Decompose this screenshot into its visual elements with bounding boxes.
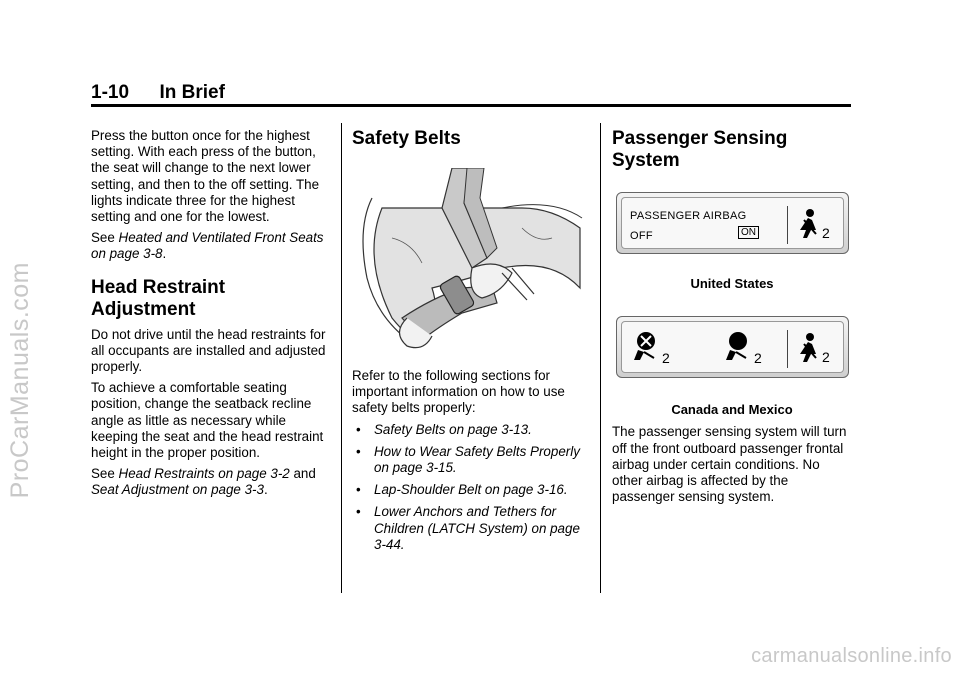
list-item-text: Lap-Shoulder Belt on page 3-16. bbox=[374, 482, 568, 498]
us-airbag-status-panel bbox=[616, 192, 849, 254]
passenger-sensing-paragraph: The passenger sensing system will turn off the front outboard passenger frontal airbag under certain conditions. No other airbag is affected by the passenger sensing system. bbox=[612, 424, 847, 505]
seated-passenger-icon bbox=[796, 332, 822, 364]
occupant-number-label: 2 bbox=[754, 350, 763, 367]
page-header bbox=[91, 82, 851, 104]
panel-separator bbox=[787, 206, 788, 244]
head-restraint-heading: Head Restraint Adjustment bbox=[91, 276, 226, 320]
list-item[interactable] bbox=[352, 444, 592, 476]
on-indicator: ON bbox=[738, 226, 759, 239]
page-number: 1-10 bbox=[91, 82, 130, 103]
passenger-airbag-label: PASSENGER AIRBAG bbox=[630, 210, 747, 222]
list-item[interactable] bbox=[352, 422, 592, 438]
header-rule bbox=[91, 104, 851, 107]
seated-passenger-icon bbox=[796, 208, 822, 240]
canada-mexico-airbag-status-panel bbox=[616, 316, 849, 378]
ca-panel-face bbox=[621, 321, 844, 373]
see-heated-seats bbox=[91, 230, 331, 262]
seatbelt-buckling-drawing bbox=[352, 168, 592, 356]
list-item-text: Safety Belts on page 3-13. bbox=[374, 421, 532, 437]
airbag-off-icon bbox=[632, 330, 660, 364]
list-item[interactable] bbox=[352, 504, 592, 553]
see-mid: and bbox=[289, 466, 316, 482]
safety-belts-reference-list bbox=[352, 422, 592, 553]
panel-separator bbox=[787, 330, 788, 368]
head-restraint-warning: Do not drive until the head restraints for all occupants are installed and adjusted properly. bbox=[91, 326, 326, 375]
occupant-number-label: 2 bbox=[822, 349, 831, 366]
head-restraints-ref-link[interactable]: Head Restraints on page 3-2 bbox=[118, 466, 290, 482]
bullet-icon: • bbox=[356, 421, 361, 437]
passenger-sensing-heading: Passenger Sensing System bbox=[612, 128, 788, 171]
column-3 bbox=[612, 128, 852, 510]
footer-watermark: carmanualsonline.info bbox=[751, 645, 952, 667]
us-caption: United States bbox=[690, 276, 774, 291]
column-1 bbox=[91, 128, 331, 504]
safety-belts-intro: Refer to the following sections for important information on how to use safety belts properly: bbox=[352, 368, 565, 416]
heated-seats-ref-link[interactable]: Heated and Ventilated Front Seats on page 3-8 bbox=[91, 230, 324, 262]
us-panel-face bbox=[621, 197, 844, 249]
occupant-number-label: 2 bbox=[662, 350, 671, 367]
seat-adjustment-ref-link[interactable]: Seat Adjustment on page 3-3 bbox=[91, 482, 264, 498]
airbag-on-icon bbox=[724, 330, 752, 364]
off-label: OFF bbox=[630, 230, 653, 242]
bullet-icon: • bbox=[356, 482, 361, 498]
heated-seat-paragraph: Press the button once for the highest setting. With each press of the button, the seat will change to the next lower setting, and then to the off setting. The lights indicate three for the highest setting and one for the lowest. bbox=[91, 128, 320, 225]
seatbelt-illustration bbox=[352, 168, 592, 356]
column-divider-1 bbox=[341, 123, 342, 593]
bullet-icon: • bbox=[356, 443, 361, 459]
side-watermark-text: ProCarManuals.com bbox=[6, 262, 34, 499]
canada-mexico-caption: Canada and Mexico bbox=[671, 402, 793, 418]
list-item-text: How to Wear Safety Belts Properly on page 3-15. bbox=[374, 443, 580, 476]
see-suffix: . bbox=[263, 482, 268, 498]
see-suffix: . bbox=[162, 246, 167, 262]
column-divider-2 bbox=[600, 123, 601, 593]
column-2 bbox=[352, 128, 592, 559]
list-item-text: Lower Anchors and Tethers for Children (LATCH System) on page 3-44. bbox=[374, 504, 580, 552]
section-title: In Brief bbox=[159, 82, 225, 103]
comfortable-position-paragraph: To achieve a comfortable seating position, change the seatback recline angle as little as necessary while keeping the seat and the head restraint height in the proper position. bbox=[91, 380, 324, 461]
bullet-icon: • bbox=[356, 504, 361, 520]
list-item[interactable] bbox=[352, 482, 592, 498]
safety-belts-heading: Safety Belts bbox=[352, 128, 461, 149]
occupant-number-label: 2 bbox=[822, 225, 831, 241]
see-prefix: See bbox=[91, 466, 119, 482]
see-head-restraints bbox=[91, 466, 331, 498]
see-prefix: See bbox=[91, 230, 119, 246]
side-watermark bbox=[6, 262, 36, 682]
